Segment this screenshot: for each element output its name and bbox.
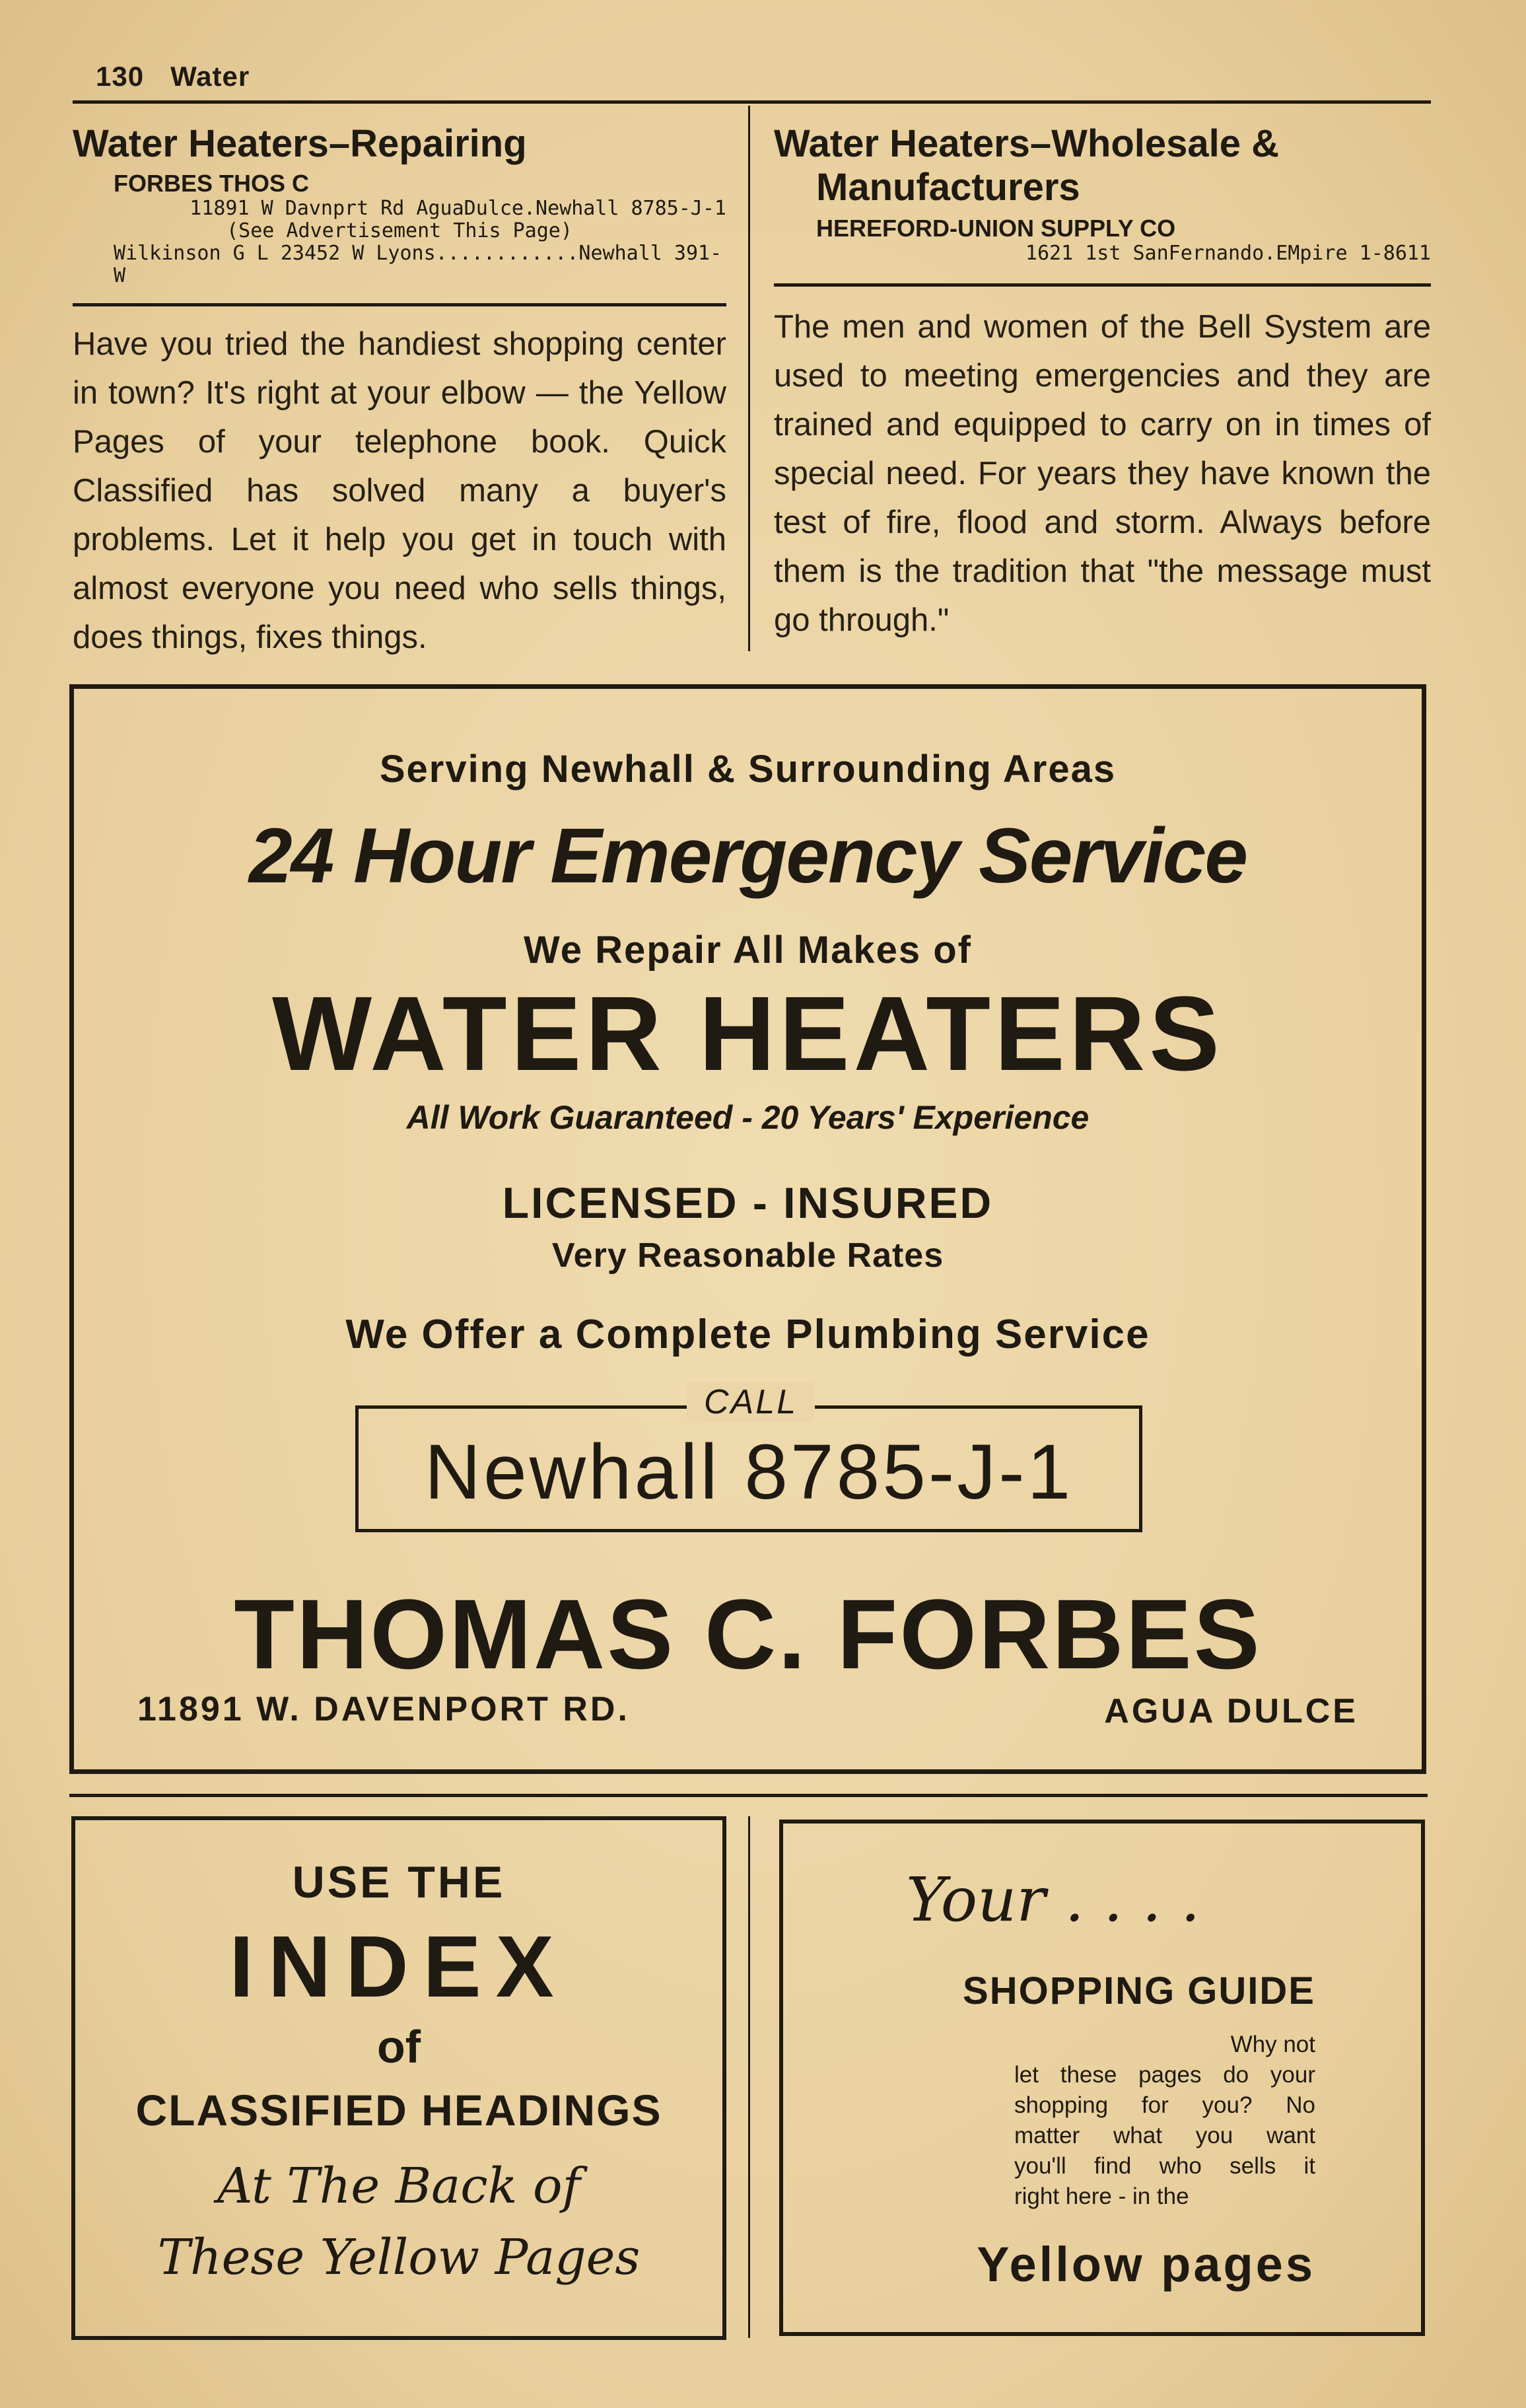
right-separator (774, 283, 1431, 287)
ad-address: 11891 W. DAVENPORT RD. (137, 1690, 630, 1728)
ad-business-name: THOMAS C. FORBES (234, 1578, 1262, 1689)
section-title: Water (170, 61, 250, 92)
listing-note: (See Advertisement This Page) (226, 219, 572, 242)
guide-line: shopping for you? No (1014, 2092, 1315, 2118)
guide-yellow-pages: Yellow pages (977, 2237, 1315, 2292)
ad-phone-box (355, 1405, 1142, 1532)
ad-repair: We Repair All Makes of (524, 929, 972, 972)
ad-water-heaters: WATER HEATERS (272, 974, 1224, 1092)
guide-line: let these pages do your (1014, 2062, 1315, 2088)
index-script-line1: At The Back of (217, 2158, 580, 2214)
ad-licensed: LICENSED - INSURED (502, 1178, 994, 1227)
index-of: of (376, 2021, 421, 2072)
guide-line: Why not (1230, 2032, 1315, 2057)
bottom-rule (69, 1794, 1428, 1797)
right-heading-line2: Manufacturers (816, 166, 1080, 209)
guide-text (1014, 2030, 1315, 2212)
left-paragraph: Have you tried the handiest shopping center in town? It's right at your elbow — the Yellow Pages of your telephone book. Quick Classified has solved many a buyer's problems. Let it help you get in touch with almost everyone you need who sells things, does things, fixes things. (73, 326, 726, 655)
guide-line: right here - in the (1014, 2183, 1189, 2209)
shopping-guide-box (779, 1820, 1425, 2336)
index-classified: CLASSIFIED HEADINGS (135, 2086, 662, 2135)
guide-title: SHOPPING GUIDE (963, 1969, 1315, 2012)
right-paragraph: The men and women of the Bell System are used to meeting emergencies and they are trained and equipped to carry on in times of special need. For years they have known the test of fire, flood and storm. Always before them is the tradition that "the message must go through." (774, 309, 1431, 638)
right-column (774, 122, 1431, 645)
right-heading-line1: Water Heaters–Wholesale & (774, 122, 1280, 165)
index-use-the: USE THE (292, 1857, 506, 1907)
index-script-line2: These Yellow Pages (157, 2229, 641, 2286)
forbes-advertisement (69, 684, 1426, 1774)
column-divider (748, 106, 750, 651)
page-number: 130 (96, 61, 145, 92)
guide-line: you'll find who sells it (1014, 2153, 1315, 2179)
listing-address: 1621 1st SanFernando.EMpire 1-8611 (1025, 242, 1431, 265)
listing-line: Wilkinson G L 23452 W Lyons............Newhall 391-W (114, 242, 722, 287)
ad-plumbing: We Offer a Complete Plumbing Service (345, 1312, 1150, 1357)
listing-name: FORBES THOS C (114, 170, 310, 197)
index-title: INDEX (229, 1918, 569, 2015)
listing-name: HEREFORD-UNION SUPPLY CO (816, 215, 1176, 242)
header-rule (73, 100, 1431, 104)
ad-emergency: 24 Hour Emergency Service (248, 812, 1247, 900)
ad-phone: Newhall 8785-J-1 (424, 1429, 1074, 1516)
guide-line: matter what you want (1014, 2123, 1315, 2148)
left-column (73, 122, 726, 662)
left-heading: Water Heaters–Repairing (73, 122, 527, 165)
ad-serving: Serving Newhall & Surrounding Areas (379, 748, 1117, 791)
ad-call-label: CALL (687, 1382, 815, 1422)
ad-city: AGUA DULCE (1104, 1692, 1358, 1730)
page-header (96, 61, 276, 92)
ad-rates: Very Reasonable Rates (551, 1236, 944, 1275)
listing-address: 11891 W Davnprt Rd AguaDulce.Newhall 8785-J-1 (190, 197, 726, 220)
index-notice-box (71, 1816, 726, 2340)
left-separator (73, 303, 726, 306)
bottom-column-divider (748, 1816, 750, 2338)
ad-guarantee: All Work Guaranteed - 20 Years' Experience (406, 1099, 1090, 1136)
guide-your: Your . . . . (906, 1864, 1200, 1935)
